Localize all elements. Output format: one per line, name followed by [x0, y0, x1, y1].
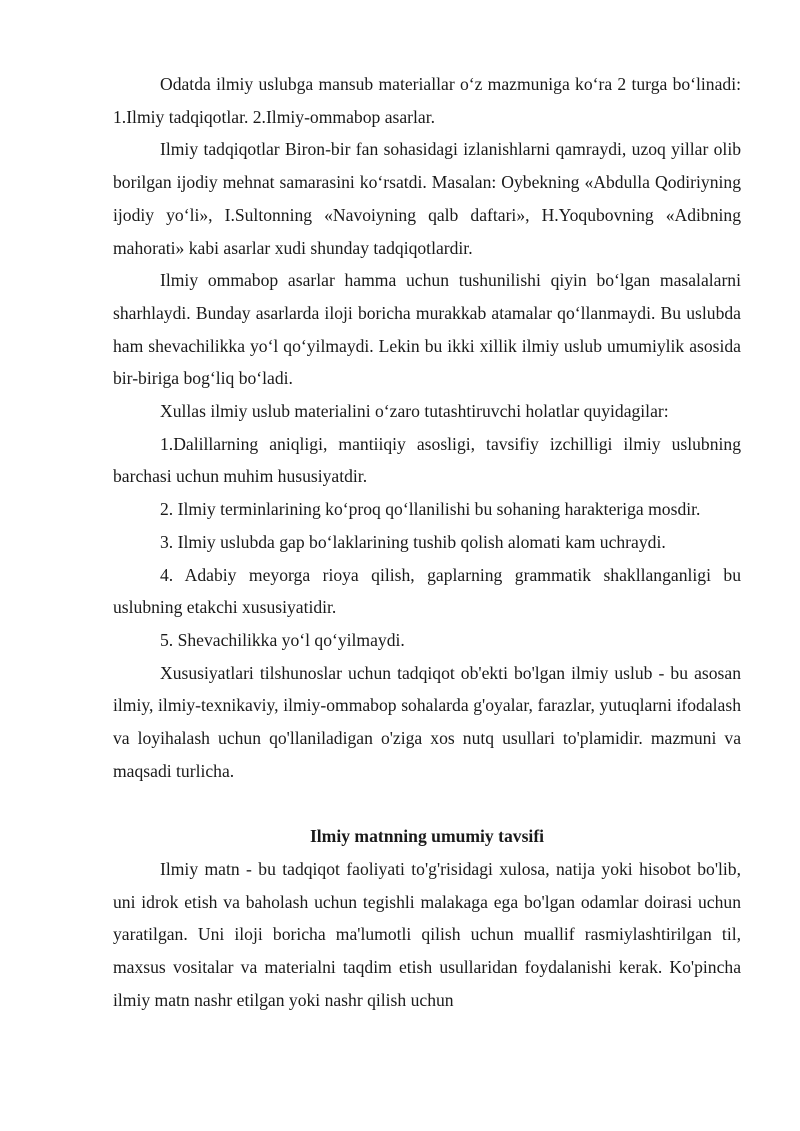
- list-item-5: 5. Shevachilikka yo‘l qo‘yilmaydi.: [160, 629, 405, 650]
- paragraph-popular-science: Ilmiy ommabop asarlar hamma uchun tushunilishi qiyin bo‘lgan masalalarni sharhlaydi. Bunday asarlarda iloji boricha murakkab atamalar qo‘llanmaydi. Bu uslubda ham shevachilikka yo‘l qo‘yilmaydi. Lekin bu ikki xillik ilmiy uslub umumiylik asosida bir-biriga bog‘liq bo‘ladi.: [113, 270, 741, 389]
- paragraph-style-features: Xususiyatlari tilshunoslar uchun tadqiqot ob'ekti bo'lgan ilmiy uslub - bu asosan ilmiy, ilmiy-texnikaviy, ilmiy-ommabop sohalarda g'oyalar, farazlar, yutuqlarni ifodalash va loyihalash uchun qo'llaniladigan o'ziga xos nutq usullari to'plamidir. mazmuni va maqsadi turlicha.: [113, 662, 741, 781]
- list-item-3: 3. Ilmiy uslubda gap bo‘laklarining tushib qolish alomati kam uchraydi.: [160, 531, 666, 552]
- paragraph-research-works: Ilmiy tadqiqotlar Biron-bir fan sohasidagi izlanishlarni qamraydi, uzoq yillar olib borilgan ijodiy mehnat samarasini ko‘rsatdi. Masalan: Oybekning «Abdulla Qodiriyning ijodiy yo‘li», I.Sultonning «Navoiyning qalb daftari», H.Yoqubovning «Adibning mahorati» kabi asarlar xudi shunday tadqiqotlardir.: [113, 139, 741, 258]
- list-item-1: 1.Dalillarning aniqligi, mantiiqiy asosligi, tavsifiy izchilligi ilmiy uslubning barchasi uchun muhim hususiyatdir.: [113, 433, 741, 487]
- paragraph-scientific-text: Ilmiy matn - bu tadqiqot faoliyati to'g'risidagi xulosa, natija yoki hisobot bo'lib, uni idrok etish va baholash uchun tegishli malakaga ega bo'lgan odamlar doirasi uchun yaratilgan. Uni iloji boricha ma'lumotli qilish uchun muallif rasmiylashtirilgan til, maxsus vositalar va materialni taqdim etish usullaridan foydalanishi kerak. Ko'pincha ilmiy matn nashr etilgan yoki nashr qilish uchun: [113, 858, 741, 1010]
- list-item-2: 2. Ilmiy terminlarining ko‘proq qo‘llanilishi bu sohaning harakteriga mosdir.: [160, 499, 701, 520]
- paragraph-summary-intro: Xullas ilmiy uslub materialini o‘zaro tutashtiruvchi holatlar quyidagilar:: [160, 401, 669, 422]
- paragraph-spacer: [113, 787, 741, 820]
- paragraph-materials-types: Odatda ilmiy uslubga mansub materiallar o‘z mazmuniga ko‘ra 2 turga bo‘linadi: 1.Ilmiy tadqiqotlar. 2.Ilmiy-ommabop asarlar.: [113, 74, 741, 127]
- section-heading: Ilmiy matnning umumiy tavsifi: [309, 826, 545, 847]
- document-body: [113, 68, 741, 1016]
- list-item-4: 4. Adabiy meyorga rioya qilish, gaplarning grammatik shakllanganligi bu uslubning etakchi xususiyatidir.: [113, 564, 741, 618]
